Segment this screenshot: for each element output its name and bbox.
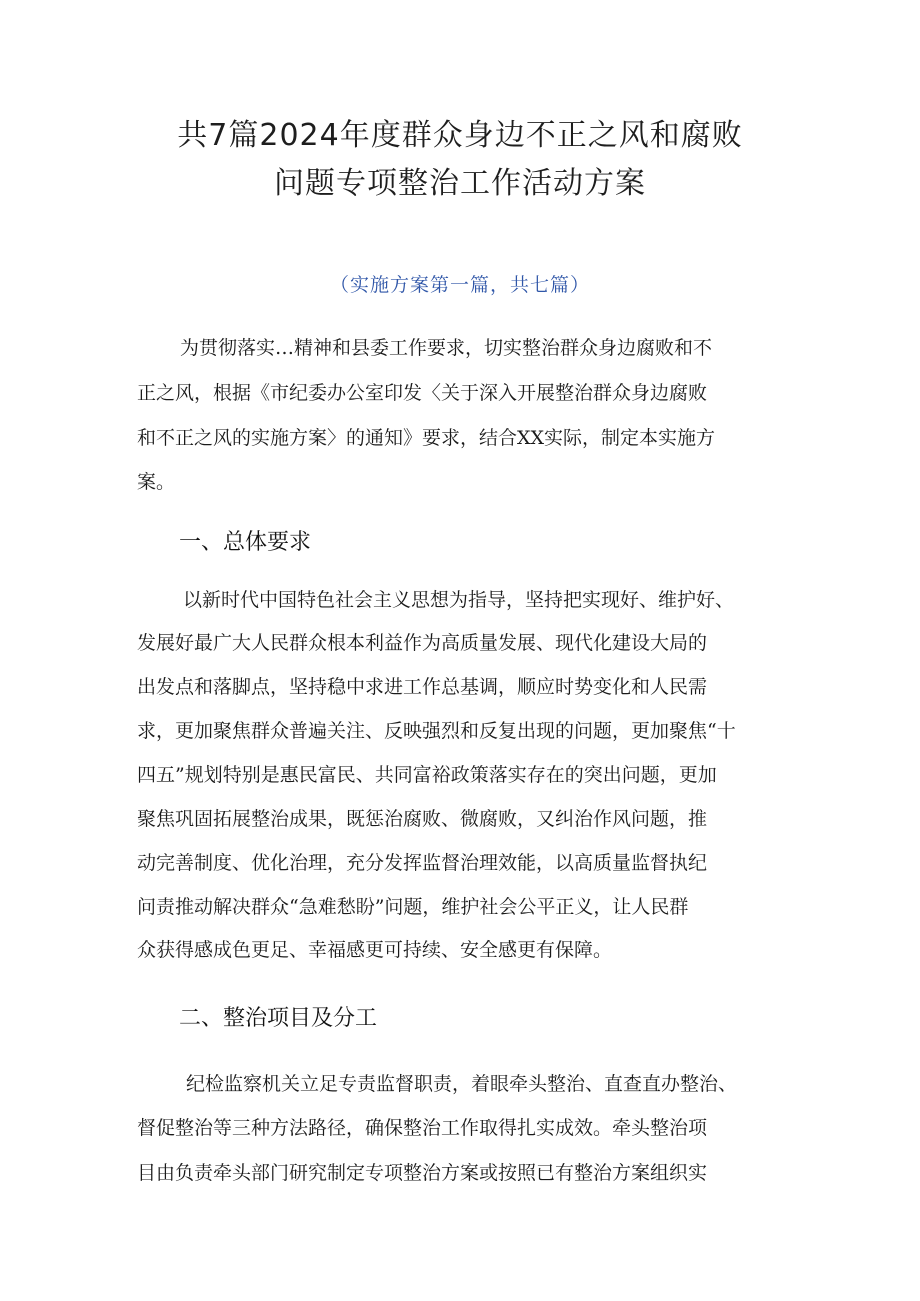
document-title-line-2: 问题专项整治工作活动方案: [274, 166, 646, 201]
intro-line: 为贯彻落实…精神和县委工作要求，切实整治群众身边腐败和不: [180, 337, 713, 359]
section-line: 四五”规划特别是惠民富民、共同富裕政策落实存在的突出问题，更加: [137, 764, 717, 786]
intro-line: 案。: [137, 471, 176, 493]
section-line: 发展好最广大人民群众根本利益作为高质量发展、现代化建设大局的: [137, 632, 708, 654]
section-line: 以新时代中国特色社会主义思想为指导，坚持把实现好、维护好、: [183, 589, 735, 611]
intro-line: 正之风，根据《市纪委办公室印发〈关于深入开展整治群众身边腐败: [137, 382, 708, 404]
section-line: 聚焦巩固拓展整治成果，既惩治腐败、微腐败，又纠治作风问题，推: [137, 808, 708, 830]
document-title-line-1: 共7篇2024年度群众身边不正之风和腐败: [177, 118, 743, 153]
section-heading: 二、整治项目及分工: [179, 1006, 378, 1031]
intro-line: 和不正之风的实施方案〉的通知》要求，结合XX实际，制定本实施方: [137, 427, 716, 449]
section-line: 目由负责牵头部门研究制定专项整治方案或按照已有整治方案组织实: [137, 1162, 708, 1184]
section-heading: 一、总体要求: [179, 530, 312, 555]
section-line: 纪检监察机关立足专责监督职责，着眼牵头整治、直查直办整治、: [186, 1073, 738, 1095]
section-line: 督促整治等三种方法路径，确保整治工作取得扎实成效。牵头整治项: [137, 1117, 708, 1139]
section-line: 众获得感成色更足、幸福感更可持续、安全感更有保障。: [137, 939, 613, 961]
section-line: 出发点和落脚点，坚持稳中求进工作总基调，顺应时势变化和人民需: [137, 676, 708, 698]
section-line: 动完善制度、优化治理，充分发挥监督治理效能，以高质量监督执纪: [137, 852, 708, 874]
section-line: 问责推动解决群众“急难愁盼”问题，维护社会公平正义，让人民群: [137, 896, 689, 918]
document-subtitle: （实施方案第一篇，共七篇）: [329, 274, 590, 296]
section-line: 求，更加聚焦群众普遍关注、反映强烈和反复出现的问题，更加聚焦“十: [137, 720, 736, 742]
